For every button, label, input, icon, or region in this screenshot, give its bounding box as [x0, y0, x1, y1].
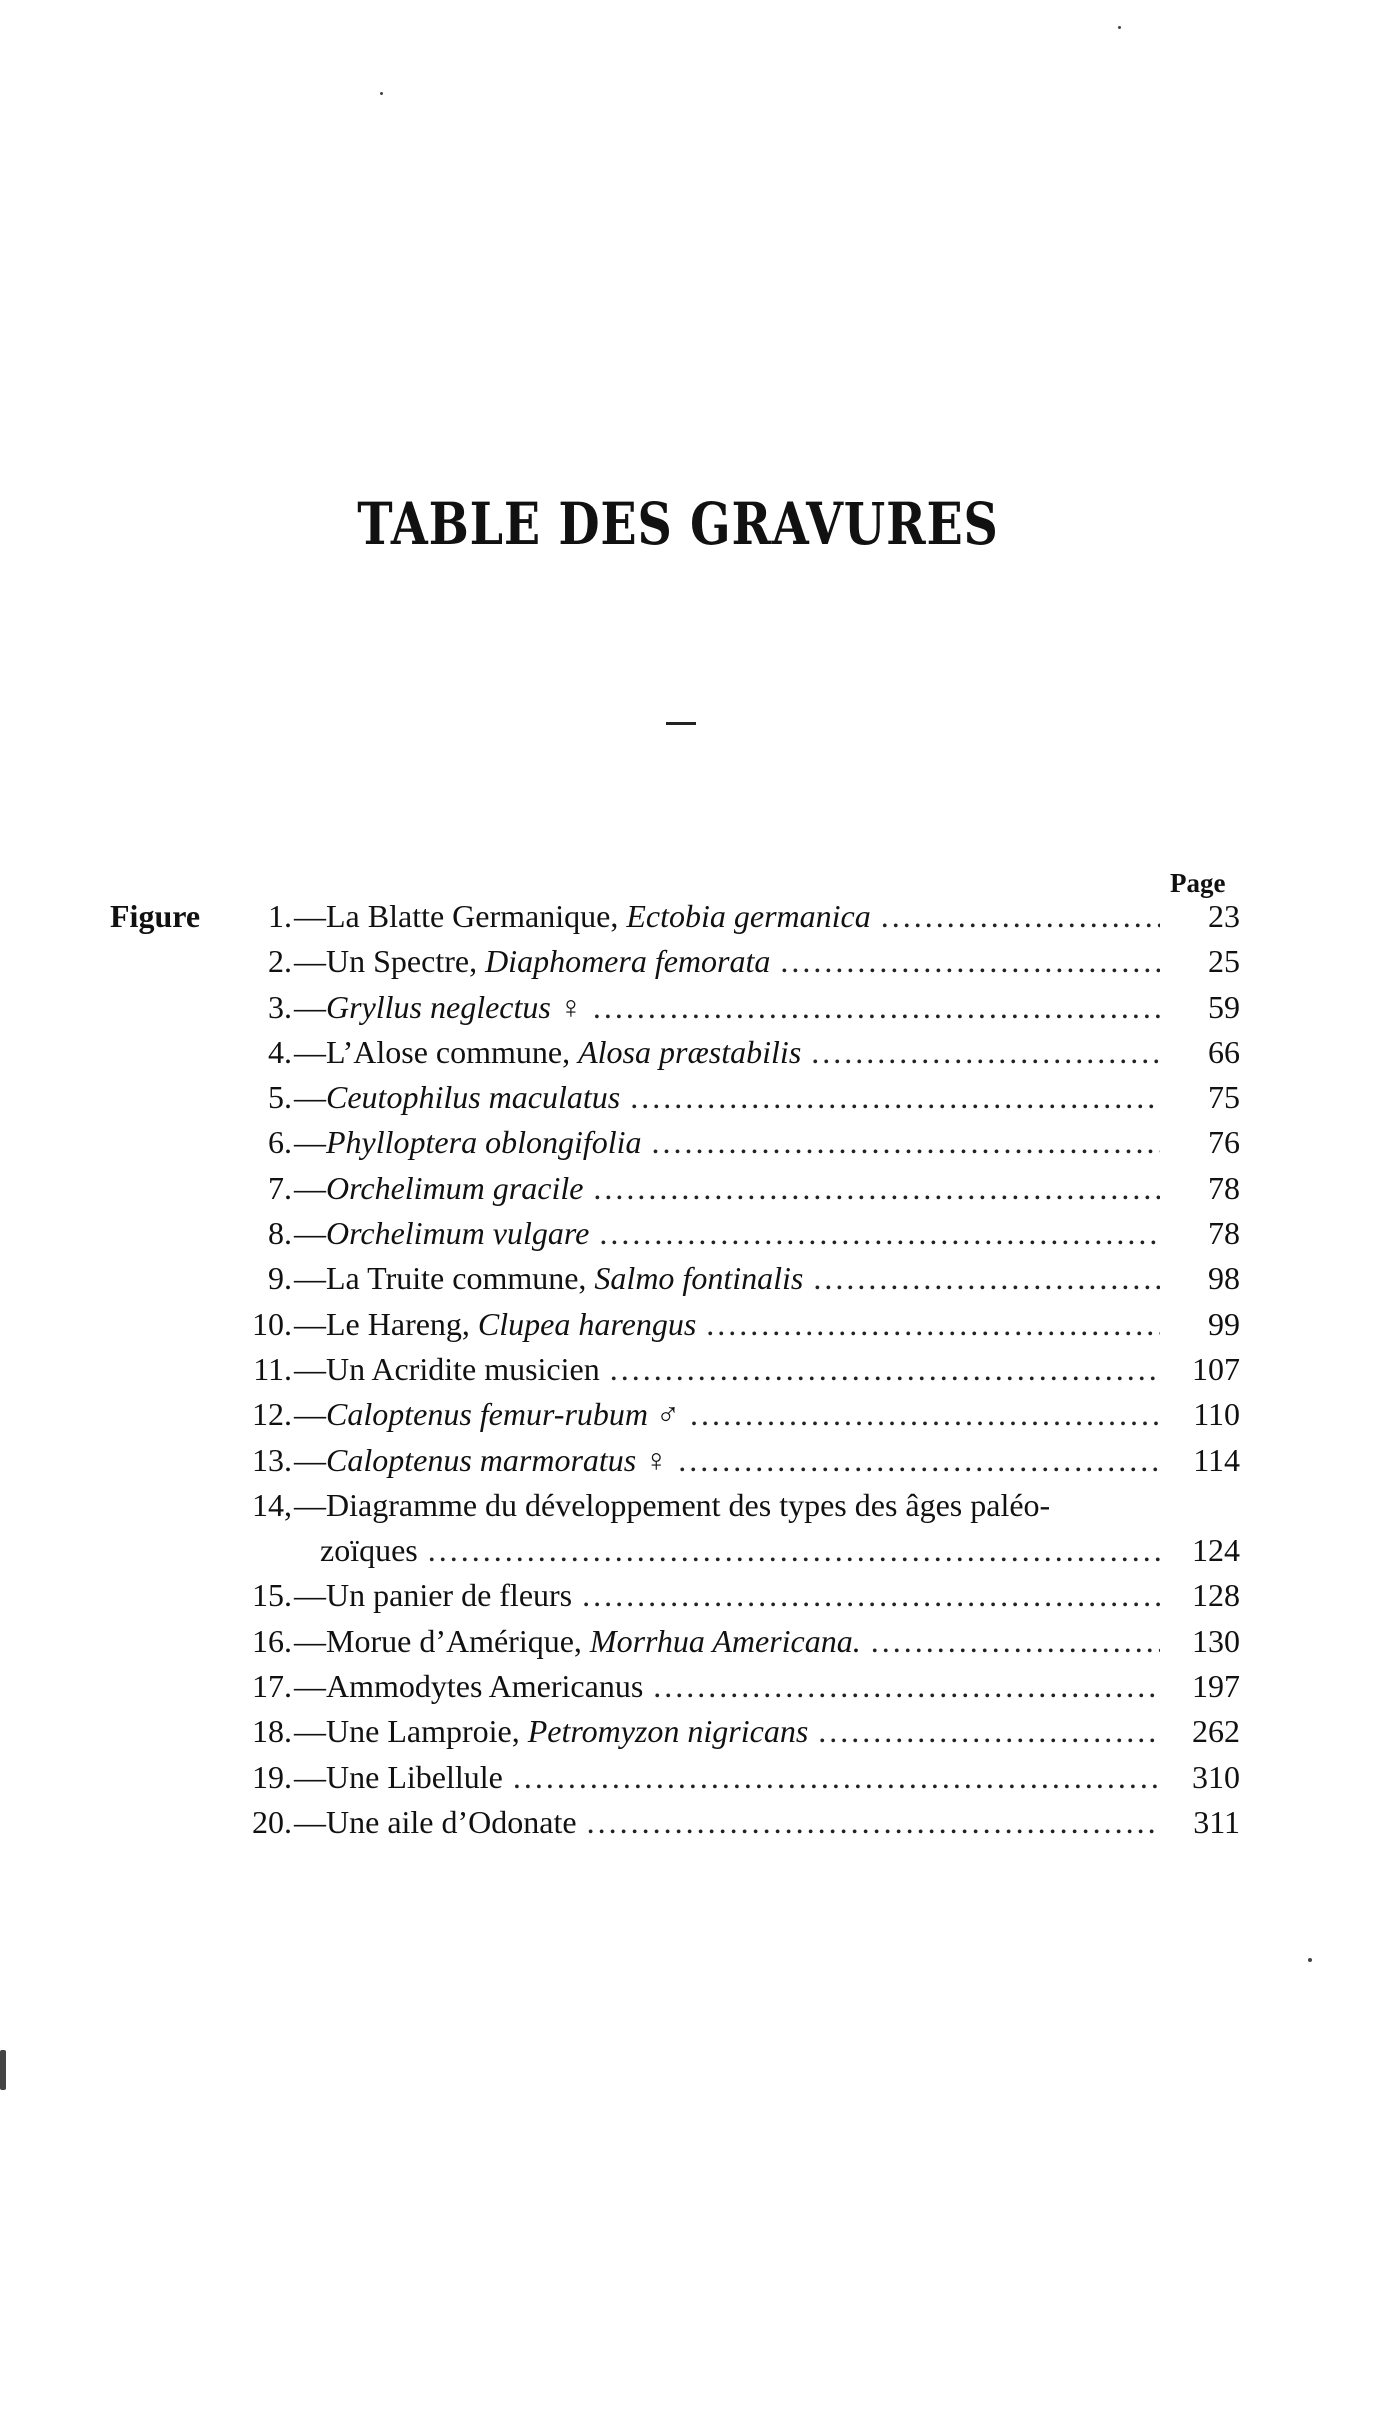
page-number: 124	[1192, 1532, 1240, 1569]
figure-label: Figure	[110, 898, 201, 934]
figure-caption	[294, 1623, 861, 1660]
caption-text: —Une Lamproie,	[294, 1713, 528, 1750]
caption-text: —	[294, 1124, 326, 1161]
dot-leader	[587, 1804, 1160, 1841]
figure-caption	[294, 989, 583, 1026]
caption-text: —	[294, 1215, 326, 1252]
caption-italic: Ceutophilus maculatus	[326, 1079, 621, 1116]
figure-caption	[294, 1260, 803, 1297]
caption-italic: Caloptenus femur-rubum	[326, 1396, 649, 1433]
scan-speck	[0, 2050, 6, 2090]
dot-leader	[881, 898, 1160, 935]
toc-entry	[110, 1759, 1240, 1804]
toc-entry	[110, 943, 1240, 988]
figure-number: 14,	[252, 1486, 292, 1523]
page-number: 23	[1208, 898, 1240, 934]
caption-text: —Un panier de fleurs	[294, 1577, 573, 1614]
figure-caption	[294, 898, 871, 935]
caption-text: —	[294, 1079, 326, 1116]
figure-number: 4.	[268, 1033, 292, 1070]
caption-text: —Le Hareng,	[294, 1305, 478, 1342]
caption-text: —Une Libellule	[294, 1758, 503, 1795]
caption-text: —La Truite commune,	[294, 1260, 595, 1297]
figure-caption	[294, 1759, 503, 1796]
page-number: 128	[1192, 1577, 1240, 1614]
caption-text: —	[294, 1169, 326, 1206]
scan-speck	[380, 92, 383, 95]
toc-entry	[110, 1034, 1240, 1079]
toc-entry	[110, 1577, 1240, 1622]
page-number: 78	[1208, 1215, 1240, 1252]
page-title: TABLE DES GRAVURES	[357, 490, 999, 558]
caption-text: —Morue d’Amérique,	[294, 1622, 590, 1659]
figure-caption	[294, 1215, 589, 1252]
page-number: 59	[1208, 988, 1240, 1025]
figure-number: 18.	[252, 1713, 292, 1750]
caption-italic: Orchelimum gracile	[326, 1169, 584, 1206]
dot-leader	[593, 989, 1160, 1026]
figure-number: 12.	[252, 1396, 292, 1433]
dot-leader	[593, 1170, 1160, 1207]
table-of-figures	[110, 898, 1240, 1849]
figure-number: 19.	[252, 1758, 292, 1795]
caption-text: —L’Alose commune,	[294, 1033, 579, 1070]
figure-caption	[294, 1442, 668, 1479]
toc-entry	[110, 1351, 1240, 1396]
toc-entry	[110, 1306, 1240, 1351]
toc-entry	[110, 1442, 1240, 1487]
caption-text: —La Blatte Germanique,	[294, 898, 627, 934]
dot-leader	[582, 1577, 1160, 1614]
caption-italic: Salmo fontinalis	[594, 1260, 804, 1297]
caption-italic: Caloptenus marmoratus	[326, 1441, 637, 1478]
figure-caption	[294, 1487, 1050, 1524]
dot-leader	[780, 943, 1160, 980]
toc-entry-continuation	[110, 1532, 1240, 1577]
figure-caption: zoïques	[320, 1532, 418, 1569]
figure-caption	[294, 1713, 808, 1750]
caption-text: —Un Acridite musicien	[294, 1350, 600, 1387]
page-number: 76	[1208, 1124, 1240, 1161]
caption-text: ♂	[648, 1396, 681, 1433]
page-number: 98	[1208, 1260, 1240, 1297]
toc-entry	[110, 1623, 1240, 1668]
figure-number: 9.	[268, 1260, 292, 1297]
toc-entry	[110, 1713, 1240, 1758]
page-number: 310	[1192, 1758, 1240, 1795]
figure-number: 13.	[252, 1441, 292, 1478]
figure-number: 7.	[268, 1169, 292, 1206]
caption-text: —Diagramme du développement des types des âges paléo-	[294, 1486, 1051, 1523]
toc-entry	[110, 1079, 1240, 1124]
dot-leader	[610, 1351, 1160, 1388]
caption-italic: Phylloptera oblongifolia	[326, 1124, 642, 1161]
page-column-header: Page	[1170, 868, 1226, 898]
toc-entry	[110, 1396, 1240, 1441]
caption-text: —Ammodytes Americanus	[294, 1668, 644, 1705]
figure-number: 8.	[268, 1215, 292, 1252]
page-number: 107	[1192, 1350, 1240, 1387]
toc-entry	[110, 898, 1240, 943]
caption-italic: Diaphomera femorata	[485, 943, 771, 980]
scan-speck	[1118, 26, 1121, 29]
figure-caption	[294, 1170, 583, 1207]
figure-number: 1.	[268, 898, 292, 934]
caption-italic: Orchelimum vulgare	[326, 1215, 590, 1252]
caption-text: ♀	[636, 1441, 669, 1478]
dot-leader	[653, 1668, 1160, 1705]
figure-number: 3.	[268, 988, 292, 1025]
caption-italic: Gryllus neglectus	[326, 988, 551, 1025]
page-number: 110	[1193, 1396, 1240, 1433]
dot-leader	[428, 1532, 1160, 1569]
scan-speck	[1308, 1958, 1312, 1962]
page-number: 130	[1192, 1622, 1240, 1659]
figure-number: 15.	[252, 1577, 292, 1614]
figure-caption	[294, 1804, 577, 1841]
figure-caption	[294, 1124, 642, 1161]
figure-caption	[294, 943, 770, 980]
page-number: 25	[1208, 943, 1240, 980]
page-number: 311	[1193, 1803, 1240, 1840]
caption-italic: Alosa præstabilis	[578, 1033, 802, 1070]
dot-leader	[652, 1124, 1160, 1161]
figure-caption	[294, 1079, 620, 1116]
dot-leader	[599, 1215, 1160, 1252]
page-number: 114	[1193, 1441, 1240, 1478]
caption-italic: Ectobia germanica	[626, 898, 871, 934]
figure-number: 11.	[253, 1350, 292, 1387]
toc-entry	[110, 1668, 1240, 1713]
figure-number: 16.	[252, 1622, 292, 1659]
figure-number: 5.	[268, 1079, 292, 1116]
toc-entry	[110, 1215, 1240, 1260]
toc-entry	[110, 1260, 1240, 1305]
page-number: 75	[1208, 1079, 1240, 1116]
dot-leader	[818, 1713, 1160, 1750]
caption-text: —	[294, 988, 326, 1025]
toc-entry	[110, 1804, 1240, 1849]
figure-number: 10.	[252, 1305, 292, 1342]
dot-leader	[678, 1442, 1160, 1479]
figure-caption	[294, 1351, 600, 1388]
page-number: 262	[1192, 1713, 1240, 1750]
page-number: 197	[1192, 1668, 1240, 1705]
dot-leader	[630, 1079, 1160, 1116]
caption-italic: Clupea harengus	[477, 1305, 697, 1342]
toc-entry	[110, 1487, 1240, 1532]
page-number: 99	[1208, 1305, 1240, 1342]
figure-caption	[294, 1396, 680, 1433]
toc-entry	[110, 1170, 1240, 1215]
figure-number: 17.	[252, 1668, 292, 1705]
figure-caption	[294, 1577, 572, 1614]
dot-leader	[706, 1306, 1160, 1343]
dot-leader	[871, 1623, 1160, 1660]
caption-text: ♀	[550, 988, 583, 1025]
figure-number: 2.	[268, 943, 292, 980]
dot-leader	[513, 1759, 1160, 1796]
dot-leader	[811, 1034, 1160, 1071]
title-rule	[666, 722, 696, 725]
dot-leader	[690, 1396, 1160, 1433]
caption-italic: Petromyzon nigricans	[527, 1713, 809, 1750]
page-number: 66	[1208, 1033, 1240, 1070]
page-number: 78	[1208, 1169, 1240, 1206]
caption-text: —Un Spectre,	[294, 943, 486, 980]
caption-italic: Morrhua Americana.	[589, 1622, 861, 1659]
figure-caption	[294, 1668, 643, 1705]
toc-entry	[110, 989, 1240, 1034]
figure-number: 6.	[268, 1124, 292, 1161]
caption-text: —Une aile d’Odonate	[294, 1803, 577, 1840]
caption-text: —	[294, 1441, 326, 1478]
figure-number: 20.	[252, 1803, 292, 1840]
figure-caption	[294, 1306, 696, 1343]
figure-caption	[294, 1034, 801, 1071]
toc-entry	[110, 1124, 1240, 1169]
dot-leader	[813, 1260, 1160, 1297]
caption-text: —	[294, 1396, 326, 1433]
